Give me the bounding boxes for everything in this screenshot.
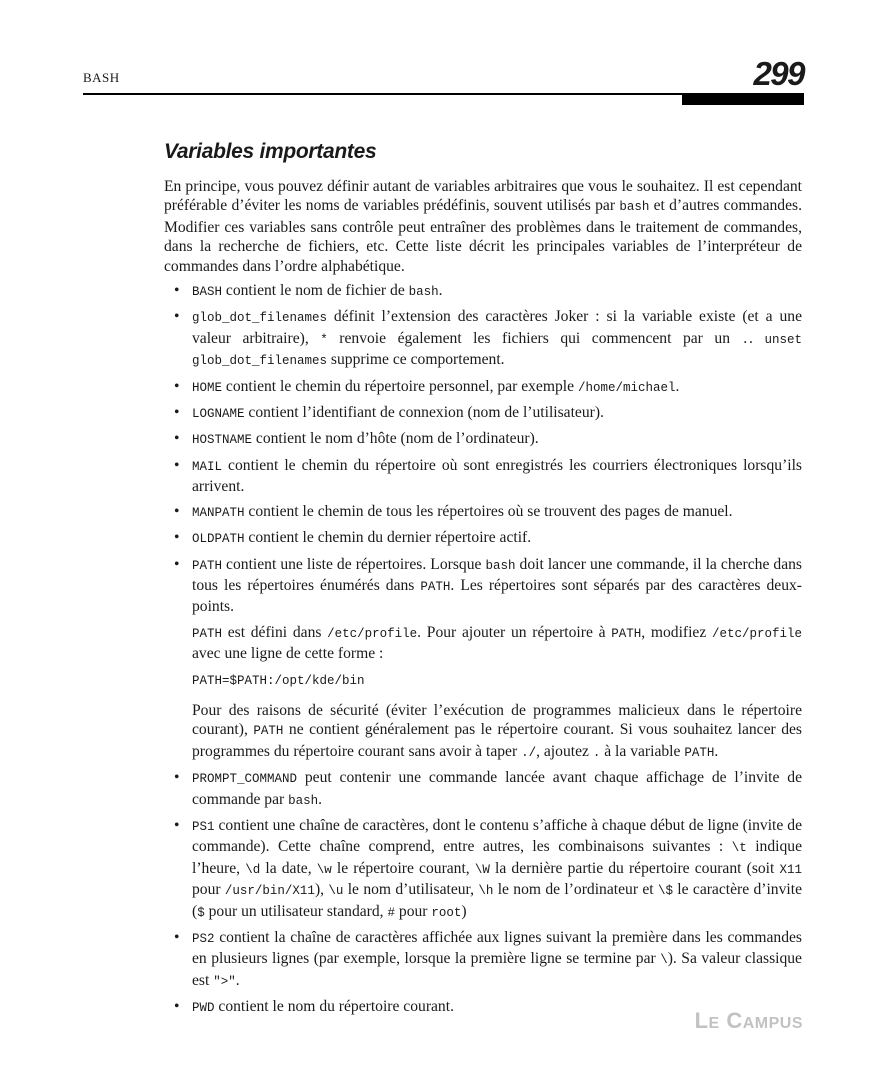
page-body — [164, 140, 802, 1024]
inline-code: PS1 — [192, 819, 215, 834]
inline-code: LOGNAME — [192, 407, 245, 422]
inline-code: PATH — [253, 724, 284, 739]
inline-code: * — [320, 332, 328, 347]
path-definition-paragraph: PATH est défini dans /etc/profile. Pour ajouter un répertoire à PATH, modifiez /etc/profile avec une ligne de cette forme : — [192, 623, 802, 663]
bullet-icon: • — [174, 502, 180, 520]
bullet-icon: • — [174, 308, 180, 326]
inline-code: glob_dot_filenames — [192, 311, 328, 326]
inline-code: /etc/profile — [327, 626, 418, 641]
inline-code: root — [431, 905, 462, 920]
bullet-icon: • — [174, 377, 180, 395]
bullet-icon: • — [174, 929, 180, 946]
inline-code: . — [592, 745, 601, 760]
bullet-icon: • — [174, 430, 180, 448]
page-number: 299 — [753, 55, 804, 92]
inline-code: HOSTNAME — [192, 433, 253, 448]
inline-code: \w — [316, 862, 332, 877]
inline-code: BASH — [192, 285, 223, 300]
list-item-hostname: • HOSTNAME contient le nom d’hôte (nom de l’ordinateur). — [174, 430, 539, 448]
inline-code: \$ — [657, 884, 673, 899]
list-item-path: • PATH contient une liste de répertoires. Lorsque bash doit lancer une commande, il la cherche dans tous les répertoires énumérés dans PATH. Les répertoires sont séparés par des caractères deux-points. PATH est défini dans /etc/profile. Pour ajouter un répertoire à PATH, modifiez /etc/profile avec une ligne de cette forme : PATH=$PATH:/opt/kde/bin Pour des raisons de sécurité (éviter l’exécution de programmes malicieux dans le répertoire courant), PATH ne contient généralement pas le répertoire courant. Si vous souhaitez lancer des programmes du répertoire courant sans avoir à taper ./, ajoutez . à la variable PATH. — [164, 555, 802, 764]
inline-code: PATH — [192, 558, 223, 573]
list-item-glob-dot-filenames: • glob_dot_filenames définit l’extension des caractères Joker : si la variable existe (et a une valeur arbitraire), * renvoie également les fichiers qui commencent par un .. unset glob_dot_filenames supprime ce comportement. — [174, 308, 802, 369]
inline-code: unset glob_dot_filenames — [192, 332, 802, 369]
bullet-icon: • — [174, 769, 180, 787]
bullet-icon: • — [174, 529, 180, 547]
list-item-manpath: • MANPATH contient le chemin de tous les répertoires où se trouvent des pages de manuel. — [174, 502, 733, 520]
path-security-paragraph: Pour des raisons de sécurité (éviter l’exécution de programmes malicieux dans le répertoire courant), PATH ne contient généralement pas le répertoire courant. Si vous souhaitez lancer des programmes du répertoire courant sans avoir à taper ./, ajoutez . à la variable PATH. — [192, 701, 802, 760]
intro-paragraph: En principe, vous pouvez définir autant de variables arbitraires que vous le souhaitez. Il est cependant préférable d’éviter les noms de variables prédéfinis, souvent utilisés par bash et d’autres commandes. Modifier ces variables sans contrôle peut entraîner des problèmes dans le traitement de commandes, dans la recherche de fichiers, etc. Cette liste décrit les principales variables de l’interpréteur de commandes dans l’ordre alphabétique. — [164, 178, 802, 275]
inline-code: bash — [619, 200, 650, 215]
bullet-icon: • — [174, 555, 180, 573]
publisher-logo: LE CAMPUS — [694, 1008, 803, 1033]
header-bar — [682, 95, 804, 105]
list-item-ps1: • PS1 contient une chaîne de caractères, dont le contenu s’affiche à chaque début de ligne (invite de commande). Cette chaîne comprend, entre autres, les combinaisons suivantes : \t indique l’heure, \d la date, \w le répertoire courant, \W la dernière partie du répertoire courant (soit X11 pour /usr/bin/X11), \u le nom d’utilisateur, \h le nom de l’ordinateur et \$ le caractère d’invite ($ pour un utilisateur standard, # pour root) — [174, 816, 803, 920]
path-command-example: PATH=$PATH:/opt/kde/bin — [192, 673, 365, 688]
inline-code: PATH — [192, 626, 223, 641]
inline-code: $ — [197, 905, 205, 920]
inline-code: OLDPATH — [192, 532, 245, 547]
inline-code: PATH — [611, 626, 642, 641]
inline-code: /etc/profile — [711, 626, 802, 641]
inline-code: X11 — [779, 862, 803, 877]
running-head: BASH — [83, 70, 120, 85]
list-item-ps2: • PS2 contient la chaîne de caractères affichée aux lignes suivant la première dans les commandes en plusieurs lignes (par exemple, lorsque la première ligne se termine par \). Sa valeur classique est ">". — [174, 929, 802, 989]
list-item-logname: • LOGNAME contient l’identifiant de connexion (nom de l’utilisateur). — [174, 404, 604, 422]
variable-list — [164, 281, 802, 1019]
inline-code: \d — [245, 862, 261, 877]
list-item-prompt-command: • PROMPT_COMMAND peut contenir une commande lancée avant chaque affichage de l’invite de commande par bash. — [174, 769, 802, 808]
bullet-icon: • — [174, 456, 180, 474]
inline-code: ./ — [521, 745, 537, 760]
inline-code: MAIL — [192, 459, 223, 474]
inline-code: MANPATH — [192, 505, 245, 520]
inline-code: ">" — [213, 974, 236, 989]
inline-code: PWD — [192, 1001, 215, 1016]
inline-code: \u — [328, 884, 344, 899]
inline-code: PS2 — [192, 932, 215, 946]
inline-code: . — [741, 332, 750, 347]
list-item-pwd: • PWD contient le nom du répertoire courant. — [174, 998, 454, 1016]
inline-code: \ — [660, 953, 668, 968]
bullet-icon: • — [174, 816, 180, 834]
section-title: Variables importantes — [164, 140, 377, 163]
list-item-mail: • MAIL contient le chemin du répertoire où sont enregistrés les courriers électroniques lorsqu’ils arrivent. — [174, 456, 802, 496]
inline-code: bash — [485, 558, 516, 573]
inline-code: /usr/bin/X11 — [224, 884, 315, 899]
inline-code: bash — [288, 793, 319, 808]
bullet-icon: • — [174, 998, 180, 1016]
inline-code: \h — [478, 884, 494, 899]
inline-code: /home/michael — [577, 380, 676, 395]
list-item-bash: • BASH contient le nom de fichier de bash. — [174, 282, 443, 300]
inline-code: PATH — [420, 579, 451, 594]
inline-code: PROMPT_COMMAND — [192, 772, 298, 787]
list-item-home: • HOME contient le chemin du répertoire personnel, par exemple /home/michael. — [174, 377, 680, 395]
inline-code: PATH — [684, 745, 715, 760]
list-item-oldpath: • OLDPATH contient le chemin du dernier répertoire actif. — [174, 529, 532, 547]
inline-code: HOME — [192, 380, 223, 395]
inline-code: \W — [474, 862, 490, 877]
inline-code: \t — [731, 841, 747, 856]
bullet-icon: • — [174, 404, 180, 422]
inline-code: bash — [408, 285, 439, 300]
inline-code: # — [387, 905, 395, 920]
bullet-icon: • — [174, 282, 180, 300]
